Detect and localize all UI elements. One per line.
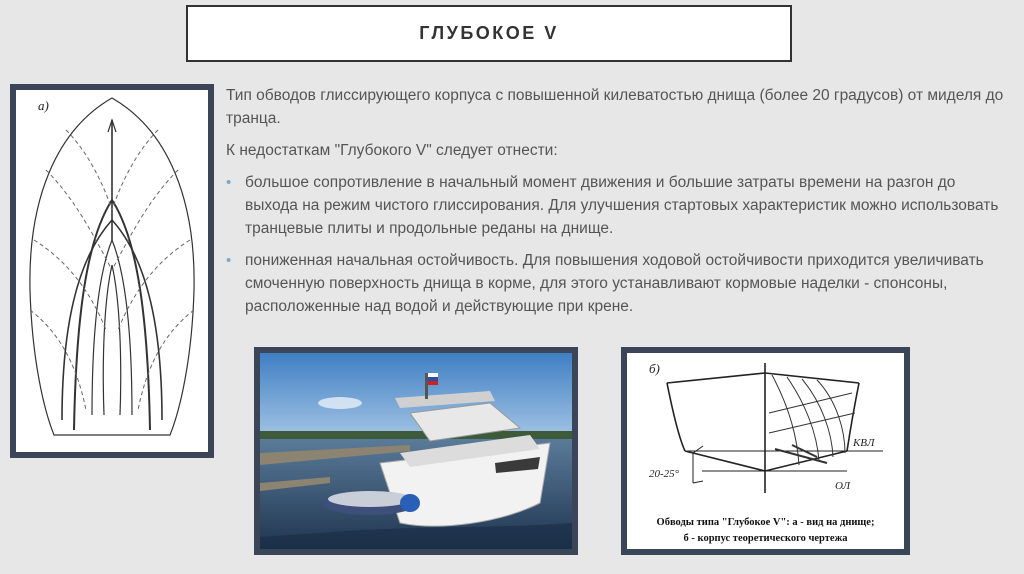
angle-label: 20-25° [649,468,680,480]
intro-paragraph: Тип обводов глиссирующего корпуса с повышенной килеватостью днища (более 20 градусов) от миделя до транца. [226,87,1004,127]
hull-bottom-view-figure [10,84,214,458]
hull-section-figure [621,347,910,555]
list-item [226,249,1006,318]
bullet-icon: • [226,174,232,191]
boat-photo-image [260,353,572,549]
list-item-text: большое сопротивление в начальный момент движения и большие затраты времени на разгон до выхода на режим чистого глиссирования. Для улучшения стартовых характеристик можно использовать транцевые плиты и продольные реданы на днище. [245,174,999,237]
figure-caption-line-2: б - корпус теоретического чертежа [683,533,848,544]
hull-bottom-drawing [16,90,208,452]
boat-photo [254,347,578,555]
list-item [226,171,1006,240]
figure-caption-line-1: Обводы типа "Глубокое V": а - вид на днище; [656,517,875,528]
content-area [226,84,1006,327]
drawbacks-list [226,171,1006,318]
figure-a-label: а) [38,98,49,113]
figure-b-label: б) [649,361,660,376]
bullet-icon: • [226,252,232,269]
title-box [186,5,792,62]
drawbacks-heading: К недостаткам "Глубокого V" следует отнести: [226,142,558,159]
list-item-text: пониженная начальная остойчивость. Для повышения ходовой остойчивости приходится увеличивать смоченную поверхность днища в корме, для этого устанавливают кормовые наделки - спонсоны, расположенные над водой и действующие при крене. [245,252,984,315]
kvl-label: КВЛ [853,437,875,449]
ol-label: ОЛ [835,480,851,492]
slide-title: ГЛУБОКОЕ V [419,23,559,43]
